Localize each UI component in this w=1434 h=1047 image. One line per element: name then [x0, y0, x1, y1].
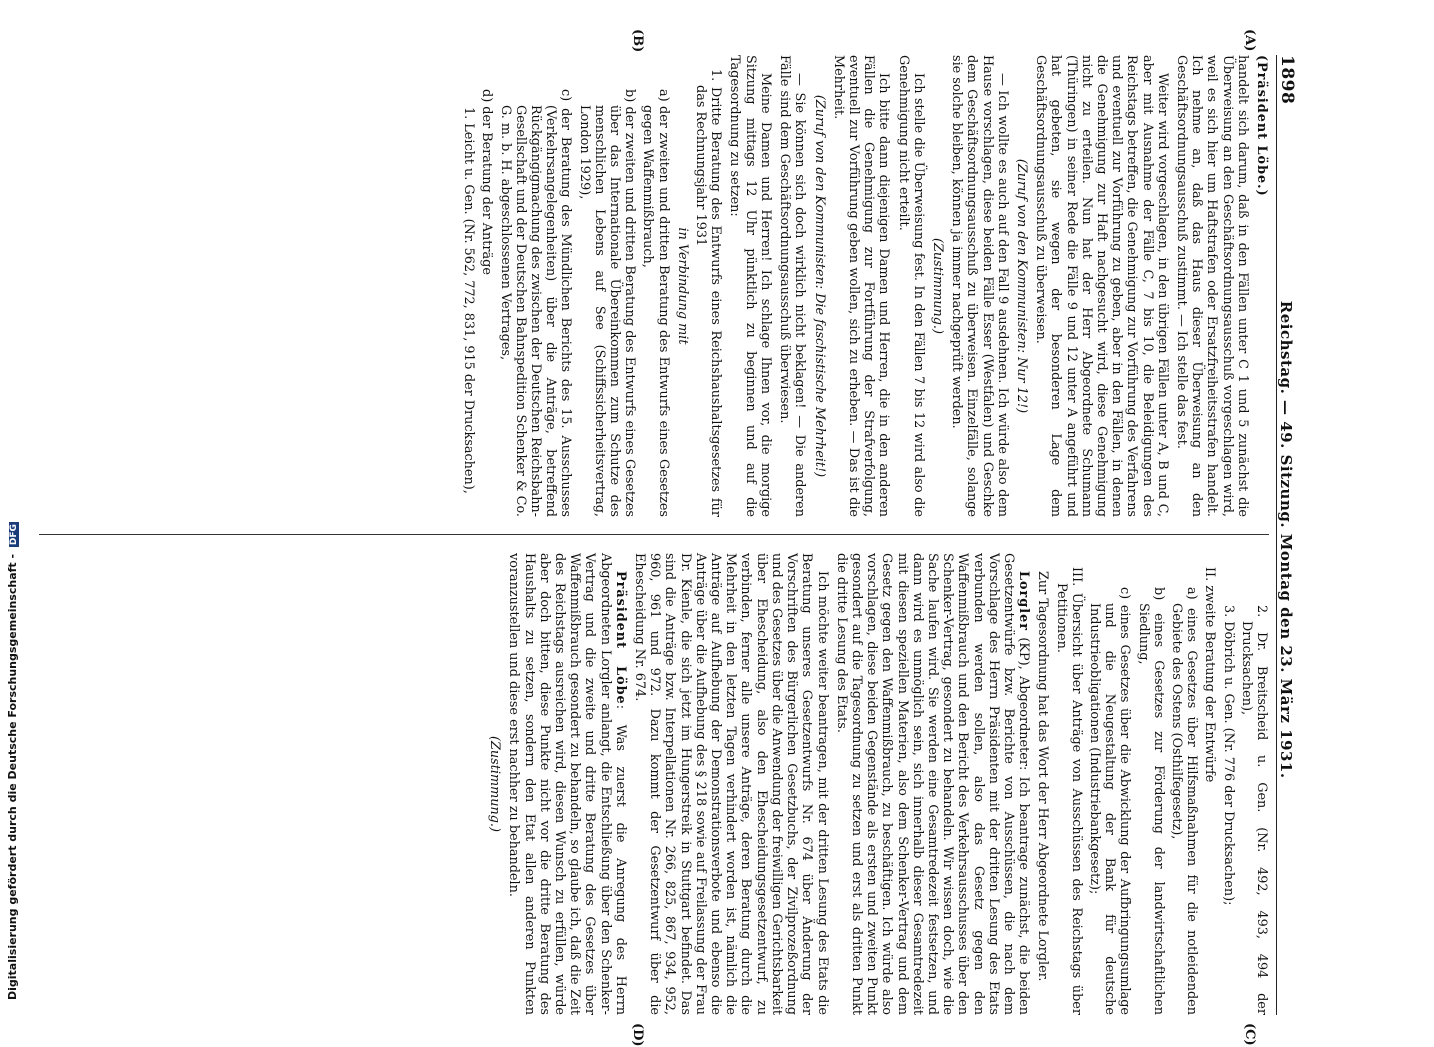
- paragraph: Ich stelle die Überweisung fest. In den Fällen 7 bis 12 wird also die Genehmigung nicht erteilt.: [895, 55, 926, 517]
- digitization-note: [6, 522, 19, 1000]
- speaker-continuation: (Präsident Löbe.): [1254, 55, 1269, 197]
- margin-letter-d: (D): [630, 1023, 645, 1047]
- agenda-subsubitem: 2. Dr. Breitscheid u. Gen. (Nr. 492, 493, 494 der Drucksachen),: [1238, 605, 1269, 1015]
- running-title: Reichstag. — 49. Sitzung. Montag den 23. März 1931.: [1277, 300, 1295, 779]
- left-column: [458, 55, 1269, 517]
- agenda-subsubitem: 1. Leicht u. Gen. (Nr. 562, 772, 831, 915 der Drucksachen),: [461, 107, 477, 494]
- agenda-subitem: b) der zweiten und dritten Beratung des Entwurfs eines Gesetzes über das Internationale Übereinkommen zum Schutze des menschlichen Lebens auf See (Schiffssicherheitsvertrag, London 1929),: [576, 89, 638, 517]
- dfg-logo: DFG: [9, 524, 19, 546]
- page-header: [1276, 55, 1305, 1015]
- margin-letter-c: (C): [1242, 1023, 1257, 1046]
- agenda-subitem: b) eines Gesetzes zur Förderung der landwirtschaftlichen Siedlung,: [1135, 587, 1166, 1015]
- paragraph: — Sie können sich doch wirklich nicht beklagen! — Die anderen Fälle sind dem Geschäftsordnungsausschuß überwiesen.: [777, 55, 808, 517]
- margin-letter-a: (A): [1242, 29, 1257, 52]
- agenda-subitem: c) eines Gesetzes über die Abwicklung der Aufbringungsumlage und die Neugestaltung der Bank für deutsche Industrieobligationen (Industriebankgesetz);: [1086, 587, 1133, 1015]
- speech-text: (KP), Abgeordneter: Ich beantrage zunächst, die beiden Gesetzentwürfe bzw. Berichte von Ausschüssen, die nach dem Vorschlage des Herrn Präsidenten mit der dritten Lesung des Etats verbunden werden sollen, also das Gesetz gegen den Waffenmißbrauch und den Bericht des Verkehrsausschusses über den Schenker-Vertrag, gesondert zu behandeln. Wir wissen doch, wie die Sache laufen wird. Sie werden eine Gesamtredezeit festsetzen, und dann wird es unmöglich sein, sich innerhalb dieser Gesamtredezeit mit diesen speziellen Materien, also dem Schenker-Vertrag und dem Gesetz gegen den Waffenmißbrauch, zu beschäftigen. Ich würde also vorschlagen, diese beiden Gegenstände als ersten und zweiten Punkt gesondert auf die Tagesordnung zu setzen und erst als dritten Punkt die dritte Lesung des Etats.: [833, 553, 1032, 1015]
- right-column: [483, 553, 1269, 1015]
- paragraph: Ich möchte weiter beantragen, mit der dritten Lesung des Etats die Beratung unseres Gesetzentwurfs Nr. 674 über Änderung der Vorschriften des Bürgerlichen Gesetzbuchs, der Zivilprozeßordnung und des Gesetzes über die Anwendung der freiwilligen Gerichtsbarkeit über Ehescheidung, also den Ehescheidungsgesetzentwurf, zu verbinden, ferner alle unsere Anträge, deren Beratung durch die Mehrheit in den letzten Tagen verhindert worden ist, nämlich die Anträge auf Aufhebung der Demonstrationsverbote und ebenso die Anträge über die Aufhebung des § 218 sowie auf Freilassung der Frau Dr. Kienle, die sich jetzt im Hungerstreik in Stuttgart befindet. Das sind die Anträge bzw. Interpellationen Nr. 266, 825, 867, 934, 952, 960, 961 und 972. Dazu kommt der Gesetzentwurf über die Ehescheidung Nr. 674.: [632, 553, 830, 1015]
- interjection: (Zuruf von den Kommunisten: Nur 12!): [1013, 158, 1029, 414]
- interjection: (Zustimmung.): [487, 736, 503, 832]
- agenda-subsubitem: 3. Döbrich u. Gen. (Nr. 776 der Drucksachen);: [1220, 605, 1236, 906]
- paragraph: handelt sich darum, daß in den Fällen unter C 1 und 5 zunächst die Überweisung an den Geschäftsordnungsausschuß vorgeschlagen wird, weil es sich hier um Haftstrafen oder Ersatzfreiheitsstrafen handelt. Ich nehme an, daß das Haus dieser Überweisung an den Geschäftsordnungsausschuß zustimmt. — Ich stelle das fest.: [1173, 55, 1250, 517]
- paragraph: Meine Damen und Herren! Ich schlage Ihnen vor, die morgige Sitzung mittags 12 Uhr pünktlich zu beginnen und auf die Tagesordnung zu setzen:: [727, 55, 773, 517]
- interjection: in Verbindung mit: [674, 227, 690, 345]
- agenda-subitem: c) der Beratung des Mündlichen Berichts des 15. Ausschusses (Verkehrsangelegenheiten) über die Anträge, betreffend Rückgängigmachung des zwischen der Deutschen Reichsbahn-Gesellschaft und der Deutschen Bahnspedition Schenker & Co. G. m. b. H. abgeschlossenen Vertrages,: [497, 89, 574, 517]
- agenda-subitem: a) eines Gesetzes über Hilfsmaßnahmen für die notleidenden Gebiete des Ostens (Osthilfegesetz),: [1168, 587, 1200, 1015]
- speaker-name: Lorgler: [1016, 571, 1032, 631]
- speech-paragraph: [506, 553, 628, 1015]
- agenda-item: III. Übersicht über Anträge von Ausschüssen des Reichstags über Petitionen.: [1053, 567, 1084, 1015]
- digitization-text: Digitalisierung gefördert durch die Deutsche Forschungsgemeinschaft -: [6, 553, 19, 1000]
- speech-paragraph: [834, 553, 1032, 1015]
- interjection: (Zustimmung.): [929, 238, 945, 334]
- agenda-subitem: d) der Beratung der Anträge: [479, 89, 495, 275]
- paragraph: Weiter wird vorgeschlagen, in den übrigen Fällen unter A, B und C, aber mit Ausnahme der Fälle C, 7 bis 10, die Beleidigungen des Reichstags betreffen, die Genehmigung zur Vorführung des Verfahrens und eventuell zur Vorführung zu geben, aber in den Fällen, in denen die Genehmigung zur Haft nachgesucht wird, diese Genehmigung nicht zu erteilen. Nun hat der Herr Abgeordnete Schumann (Thüringen) in seiner Rede die Fälle 9 und 12 unter A angeführt und hat gebeten, sie wegen der besonderen Lage dem Geschäftsordnungsausschuß zu überweisen.: [1033, 55, 1170, 517]
- column-divider: [39, 534, 1269, 535]
- paragraph: Ich bitte dann diejenigen Damen und Herren, die in den anderen Fällen die Genehmigung zur Fortführung der Strafverfolgung, eventuell zur Vorführung geben wollen, sich zu erheben. — Das ist die Mehrheit.: [830, 55, 892, 517]
- rotated-page: [15, 29, 1305, 1047]
- paragraph: — Ich wollte es auch auf den Fall 9 ausdehnen. Ich würde also dem Hause vorschlagen, diese beiden Fälle Esser (Westfalen) und Geschke dem Geschäftsordnungsausschuß zu überweisen. Einzelfälle, solange sie solche bleiben, können ja immer nachgeprüft werden.: [949, 55, 1010, 517]
- agenda-item: II. zweite Beratung der Entwürfe: [1202, 567, 1218, 783]
- agenda-item: 1. Dritte Beratung des Entwurfs eines Reichshaushaltsgesetzes für das Rechnungsjahr 1931: [693, 69, 724, 517]
- margin-letter-b: (B): [630, 29, 645, 53]
- speech-text: : Was zuerst die Anregung des Herrn Abgeordneten Lorgler anlangt, die Entschließung über den Schenker-Vertrag und die zweite und dritte Beratung des Gesetzes über Waffenmißbrauch gesondert zu behandeln, so glaube ich, daß die Zeit des Reichstags ausreichen wird, diesen Wunsch zu erfüllen, würde aber doch bitten, diese Punkte nicht vor die dritte Beratung des Haushalts zu setzen, sondern den Etat allen anderen Punkten voranzustellen und diese erst nachher zu behandeln.: [506, 553, 628, 1016]
- speaker-name: Präsident Löbe: [612, 571, 628, 705]
- interjection: (Zuruf von den Kommunisten: Die faschistische Mehrheit!): [811, 94, 827, 478]
- agenda-subitem: a) der zweiten und dritten Beratung des Entwurfs eines Gesetzes gegen Waffenmißbrauch,: [640, 89, 671, 517]
- page-number: 1898: [1277, 55, 1297, 105]
- paragraph: Zur Tagesordnung hat das Wort der Herr Abgeordnete Lorgler.: [1035, 571, 1051, 982]
